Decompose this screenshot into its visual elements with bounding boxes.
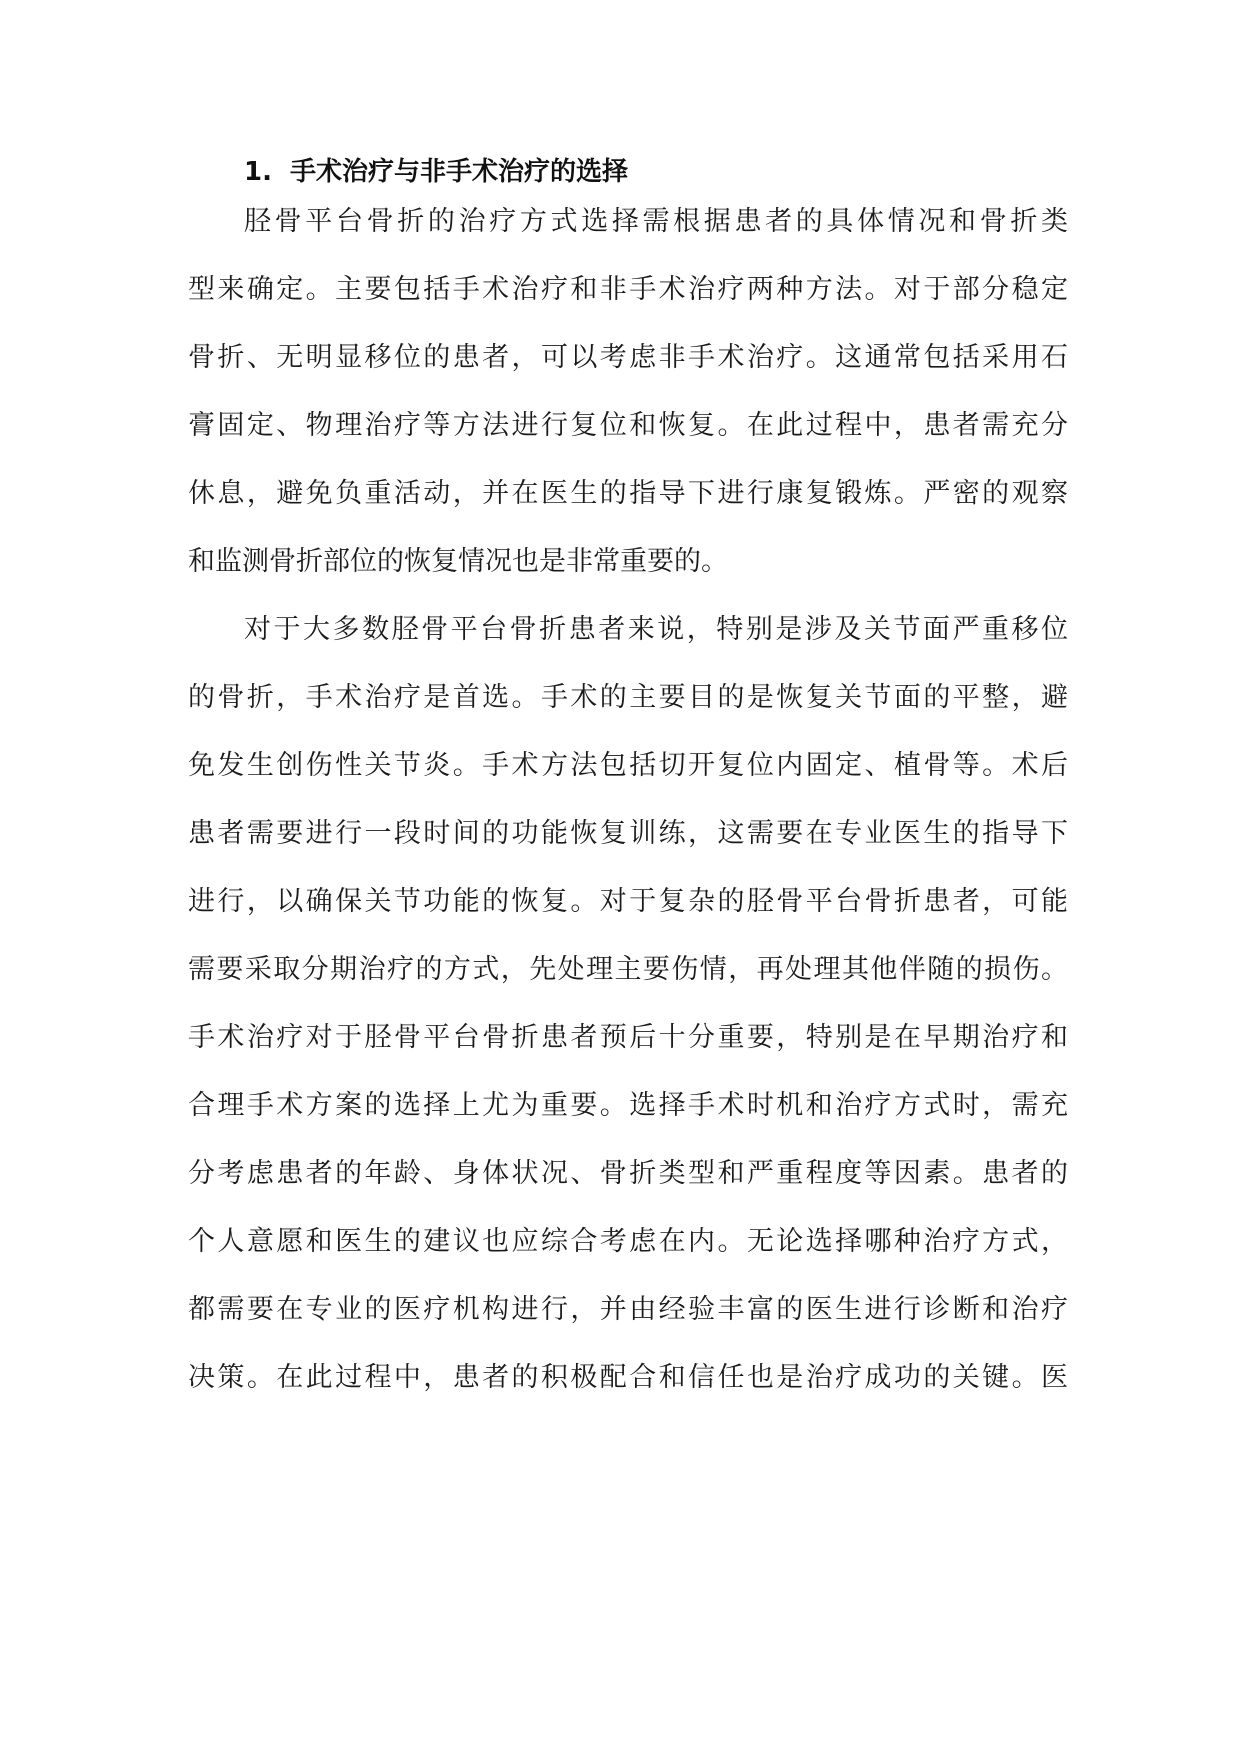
paragraph-2-line-1: 对于大多数胫骨平台骨折患者来说，特别是涉及关节面严重移位 [244,614,1068,645]
paragraph-2-line-3: 免发生创伤性关节炎。手术方法包括切开复位内固定、植骨等。术后 [188,750,1068,781]
paragraph-1-line-2: 型来确定。主要包括手术治疗和非手术治疗两种方法。对于部分稳定 [188,274,1068,305]
paragraph-2-line-5: 进行，以确保关节功能的恢复。对于复杂的胫骨平台骨折患者，可能 [188,886,1068,917]
paragraph-2-line-10: 个人意愿和医生的建议也应综合考虑在内。无论选择哪种治疗方式， [188,1226,1068,1257]
paragraph-2-line-8: 合理手术方案的选择上尤为重要。选择手术时机和治疗方式时，需充 [188,1090,1068,1121]
section-heading [244,152,628,192]
paragraph-2-line-4: 患者需要进行一段时间的功能恢复训练，这需要在专业医生的指导下 [188,818,1068,849]
paragraph-1-line-6: 和监测骨折部位的恢复情况也是非常重要的。 [188,546,728,577]
paragraph-1-line-3: 骨折、无明显移位的患者，可以考虑非手术治疗。这通常包括采用石 [188,342,1068,373]
paragraph-2-line-9: 分考虑患者的年龄、身体状况、骨折类型和严重程度等因素。患者的 [188,1158,1068,1189]
paragraph-1-line-1: 胫骨平台骨折的治疗方式选择需根据患者的具体情况和骨折类 [244,206,1068,237]
paragraph-2-line-7: 手术治疗对于胫骨平台骨折患者预后十分重要，特别是在早期治疗和 [188,1022,1068,1053]
paragraph-2-line-2: 的骨折，手术治疗是首选。手术的主要目的是恢复关节面的平整，避 [188,682,1068,713]
paragraph-2-line-11: 都需要在专业的医疗机构进行，并由经验丰富的医生进行诊断和治疗 [188,1294,1068,1325]
paragraph-2-line-12: 决策。在此过程中，患者的积极配合和信任也是治疗成功的关键。医 [188,1362,1068,1393]
paragraph-1-line-4: 膏固定、物理治疗等方法进行复位和恢复。在此过程中，患者需充分 [188,410,1068,441]
paragraph-1-line-5: 休息，避免负重活动，并在医生的指导下进行康复锻炼。严密的观察 [188,478,1068,509]
paragraph-2-line-6: 需要采取分期治疗的方式，先处理主要伤情，再处理其他伴随的损伤。 [188,954,1068,985]
section-title: 手术治疗与非手术治疗的选择 [289,157,628,187]
section-number: 1. [244,157,272,187]
